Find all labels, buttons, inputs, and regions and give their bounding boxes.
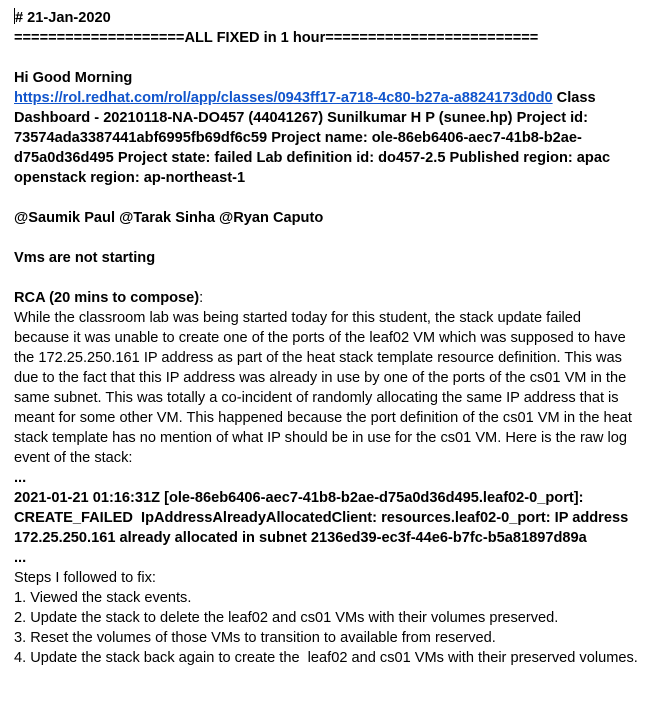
date-heading: # 21-Jan-2020: [15, 10, 111, 26]
class-details-text: Class Dashboard - 20210118-NA-DO457 (44041267) Sunilkumar H P (sunee.hp) Project id: 73574ada3387441abf6995fb69df6c59 Project name: ole-86eb6406-aec7-41b8-b2ae-d75a0d36d495 Project state: failed Lab definition id: do457-2.5 Published region: apac openstack region: ap-northeast-1: [14, 90, 615, 186]
issue-summary: Vms are not starting: [14, 250, 156, 266]
fixed-banner: ====================ALL FIXED in 1 hour=========================: [14, 30, 539, 46]
blank-line: [14, 188, 638, 208]
mentions: @Saumik Paul @Tarak Sinha @Ryan Caputo: [14, 210, 324, 226]
rca-colon: :: [199, 290, 204, 306]
step-item: 2. Update the stack to delete the leaf02 and cs01 VMs with their volumes preserved.: [14, 610, 559, 626]
greeting: Hi Good Morning: [14, 70, 133, 86]
rca-heading: RCA (20 mins to compose): [14, 290, 200, 306]
ellipsis-bottom: ...: [14, 550, 27, 566]
date-heading-line: [14, 8, 638, 28]
blank-line: [14, 48, 638, 68]
step-item: 3. Reset the volumes of those VMs to transition to available from reserved.: [14, 630, 496, 646]
step-item: 1. Viewed the stack events.: [14, 590, 192, 606]
blank-line: [14, 228, 638, 248]
ellipsis-top: ...: [14, 470, 27, 486]
steps-heading: Steps I followed to fix:: [14, 570, 156, 586]
document-body[interactable]: [14, 8, 638, 668]
step-item: 4. Update the stack back again to create the leaf02 and cs01 VMs with their preserved volumes.: [14, 650, 638, 666]
rca-body: While the classroom lab was being started today for this student, the stack update failed because it was unable to create one of the ports of the leaf02 VM which was supposed to have the 172.25.250.161 IP address as part of the heat stack template resource definition. This was due to the fact that this IP address was already in use by one of the ports of the cs01 VM in the same subnet. This was totally a co-incident of randomly allocating the same IP address that is meant for some other VM. This happened because the port definition of the cs01 VM in the heat stack template has no mention of what IP should be in use for the cs01 VM. Here is the raw log event of the stack:: [14, 310, 636, 466]
log-event: 2021-01-21 01:16:31Z [ole-86eb6406-aec7-41b8-b2ae-d75a0d36d495.leaf02-0_port]: CREATE_FAILED IpAddressAlreadyAllocatedClient: resources.leaf02-0_port: IP address 172.25.250.161 already allocated in subnet 2136ed39-ec3f-44e6-b7fc-b5a81897d89a: [14, 490, 633, 546]
rca-heading-line: [14, 288, 638, 308]
class-dashboard-link[interactable]: https://rol.redhat.com/rol/app/classes/0943ff17-a718-4c80-b27a-a8824173d0d0: [14, 90, 553, 106]
blank-line: [14, 268, 638, 288]
class-details: [14, 88, 638, 188]
